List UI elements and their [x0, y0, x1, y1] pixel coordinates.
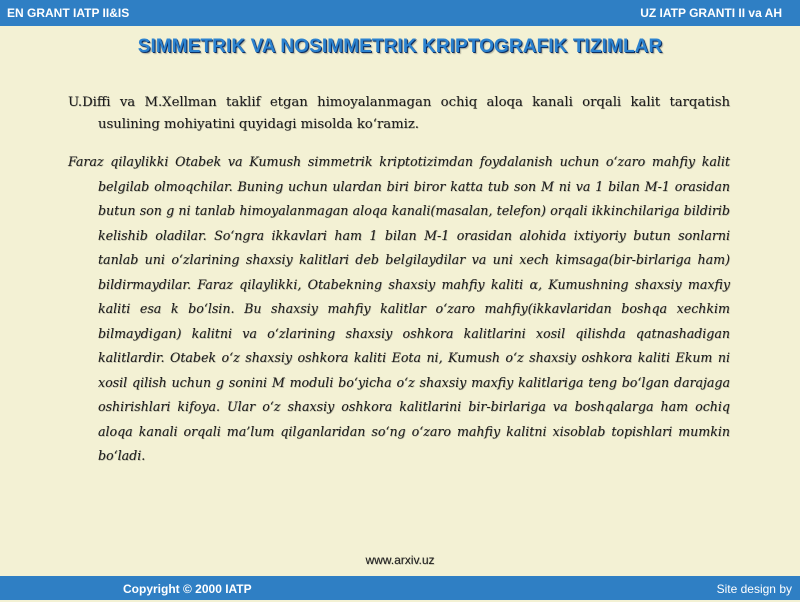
- footer-url: www.arxiv.uz: [365, 553, 435, 567]
- slide-body: [68, 92, 730, 469]
- bottom-banner: [0, 576, 800, 600]
- site-design-text: Site design by: [716, 582, 792, 596]
- example-paragraph-text: Faraz qilaylikki Otabek va Kumush simmetrik kriptotizimdan foydalanish uchun o‘zaro mahfiy kalit belgilab olmoqchilar. Buning uchun ulardan biri biror katta tub son M ni va 1 bilan M-1 orasidan butun son g ni tanlab himoyalanmagan aloqa kanali(masalan, telefon) orqali ikkinchilariga bildirib kelishib oladilar. So‘ngra ikkavlari ham 1 bilan M-1 orasidan alohida ixtiyoriy butun sonlarni tanlab uni o‘zlarining shaxsiy kalitlari deb belgilaydilar va uni xech kimsaga(bir-birlariga ham) bildirmaydilar. Faraz qilaylikki, Otabekning shaxsiy mahfiy kaliti α, Kumushning shaxsiy maxfiy kaliti esa k bo‘lsin. Bu shaxsiy mahfiy kalitlar o‘zaro mahfiy(ikkavlaridan boshqa xechkim bilmaydigan) kalitni va o‘zlarining shaxsiy oshkora kalitlarini xosil qilishda qatnashadigan kalitlardir. Otabek o‘z shaxsiy oshkora kaliti Eota ni, Kumush o‘z shaxsiy oshkora kaliti Ekum ni xosil qilish uchun g sonini M moduli bo‘yicha o‘z shaxsiy maxfiy kalitlariga teng bo‘lgan darajaga oshirishlari kifoya. Ular o‘z shaxsiy oshkora kalitlarini bir-birlariga va boshqalarga ham ochiq aloqa kanali orqali ma’lum qilganlaridan so‘ng o‘zaro mahfiy kalitni xisoblab topishlari mumkin bo‘ladi.: [68, 154, 730, 463]
- header-left-text: EN GRANT IATP II&IS: [7, 6, 130, 20]
- intro-paragraph-text: U.Diffi va M.Xellman taklif etgan himoyalanmagan ochiq aloqa kanali orqali kalit tarqatish usulining mohiyatini quyidagi misolda ko‘ramiz.: [68, 95, 730, 132]
- top-banner: [0, 0, 800, 26]
- intro-paragraph: [68, 92, 730, 136]
- header-right-text: UZ IATP GRANTI II va AH: [640, 6, 782, 20]
- example-paragraph: [68, 150, 730, 469]
- slide-title: SIMMETRIK VA NOSIMMETRIK KRIPTOGRAFIK TIZIMLAR: [137, 36, 663, 57]
- copyright-text: Copyright © 2000 IATP: [123, 582, 252, 596]
